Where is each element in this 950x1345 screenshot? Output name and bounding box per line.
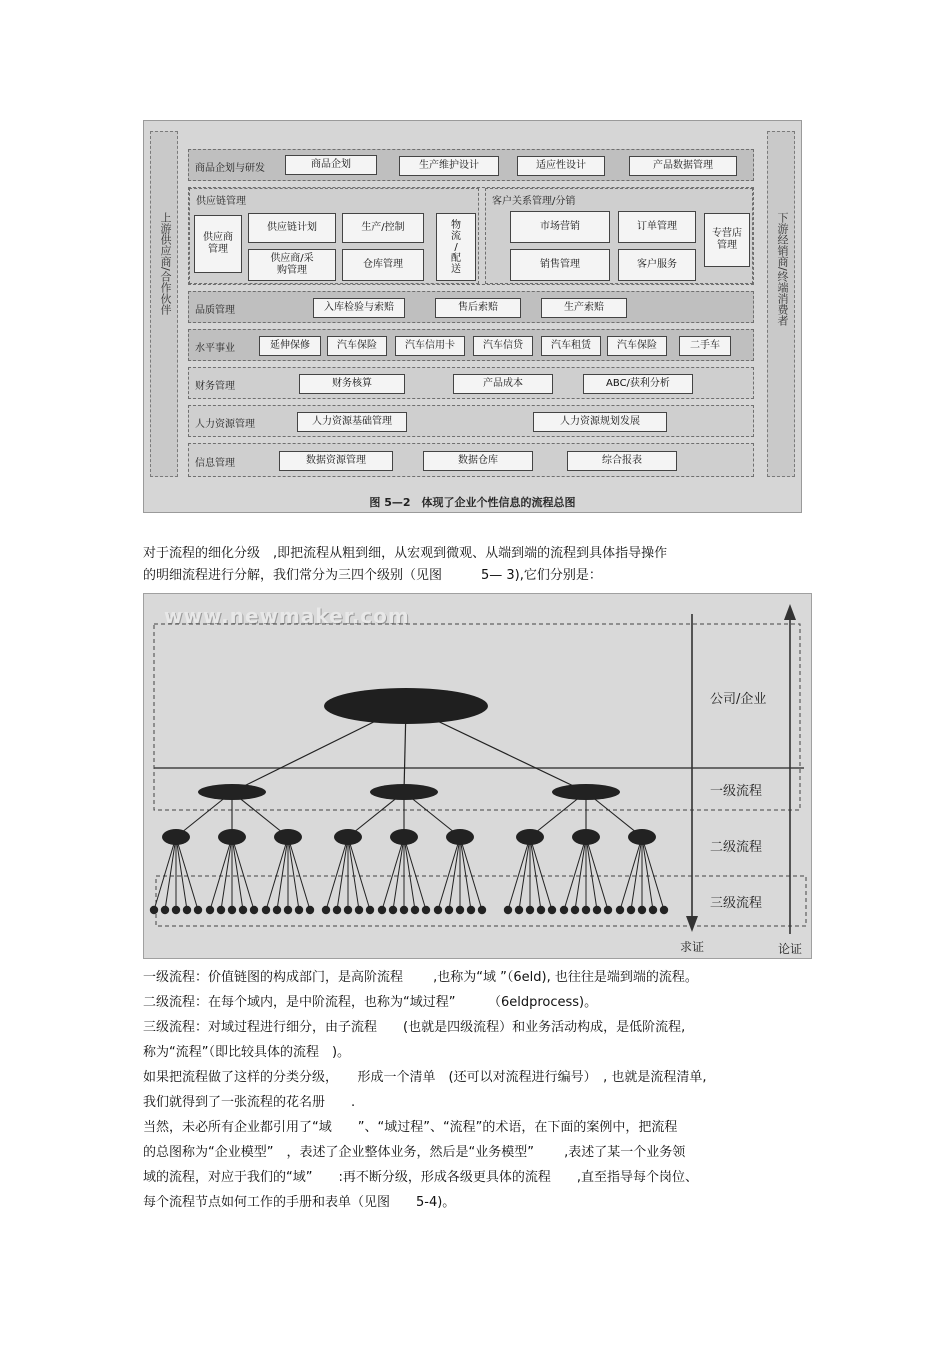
tree-edge	[277, 837, 288, 910]
level3-node	[400, 906, 408, 914]
level3-node	[378, 906, 386, 914]
tree-edge	[210, 837, 232, 910]
tree-edge	[337, 837, 348, 910]
tree-edge	[460, 837, 482, 910]
paragraph-line: 当然，未必所有企业都引用了“域 ”、“域过程”、“流程”的术语，在下面的案例中，把流程	[143, 1120, 678, 1135]
process-box: 汽车信用卡	[395, 336, 465, 356]
level-label-level1: 一级流程	[710, 784, 763, 799]
process-box: 产品数据管理	[629, 156, 737, 176]
level-label-level3: 三级流程	[710, 896, 763, 911]
level2-node	[334, 829, 362, 845]
level3-node	[456, 906, 464, 914]
store-management-box: 专营店 管理	[704, 213, 750, 267]
paragraph-line: 二级流程：在每个域内，是中阶流程，也称为“域过程” （6eldprocess)。	[143, 995, 598, 1010]
band-label: 客户关系管理/分销	[492, 196, 576, 207]
process-box: 市场营销	[510, 211, 610, 243]
process-box: 生产/控制	[342, 213, 424, 243]
level2-node	[628, 829, 656, 845]
upstream-label: 上游供应商/合作伙伴	[159, 212, 172, 315]
tree-edge	[519, 837, 530, 910]
tree-edge	[508, 837, 530, 910]
paragraph-line: 一级流程：价值链图的构成部门，是高阶流程 ,也称为“域 ”（6eld), 也往往是端到端的流程。	[143, 970, 698, 985]
downstream-sidebar	[767, 131, 795, 477]
level1-node	[198, 784, 266, 800]
level3-node	[504, 906, 512, 914]
band-label: 品质管理	[195, 305, 235, 316]
band-label: 水平事业	[195, 343, 235, 354]
process-box: 供应商/采 购管理	[248, 249, 336, 281]
process-box: 汽车信贷	[473, 336, 533, 356]
paragraph-line: 对于流程的细化分级 ,即把流程从粗到细，从宏观到微观、从端到端的流程到具体指导操作	[143, 546, 668, 561]
tree-edge	[404, 837, 415, 910]
process-box: 延伸保修	[259, 336, 321, 356]
process-box: 数据资源管理	[279, 451, 393, 471]
level3-node	[333, 906, 341, 914]
band-product-planning	[188, 149, 754, 181]
level3-node	[172, 906, 180, 914]
band-horizontal-business	[188, 329, 754, 361]
level3-node	[478, 906, 486, 914]
band-label: 财务管理	[195, 381, 235, 392]
tree-edge	[575, 837, 586, 910]
process-box: 财务核算	[299, 374, 405, 394]
up-arrow-head	[784, 604, 796, 620]
band-hr	[188, 405, 754, 437]
process-box: 人力资源规划发展	[533, 412, 667, 432]
supply-chain-panel	[189, 188, 479, 284]
tree-edge	[288, 837, 299, 910]
level3-node	[217, 906, 225, 914]
paragraph-line: 的明细流程进行分解，我们常分为三四个级别（见图 5— 3),它们分别是：	[143, 568, 602, 583]
process-box: 售后索赔	[435, 298, 521, 318]
level3-node	[515, 906, 523, 914]
process-box: ABC/获利分析	[583, 374, 693, 394]
process-levels-figure	[143, 593, 812, 959]
level3-node	[344, 906, 352, 914]
level2-node	[274, 829, 302, 845]
level3-node	[411, 906, 419, 914]
level3-node	[183, 906, 191, 914]
level3-node	[593, 906, 601, 914]
process-box: 供应链计划	[248, 213, 336, 243]
process-box: 生产索赔	[541, 298, 627, 318]
tree-edge	[564, 837, 586, 910]
tree-edge	[449, 837, 460, 910]
tree-edge	[232, 837, 254, 910]
level3-node	[273, 906, 281, 914]
band-label: 人力资源管理	[195, 419, 255, 430]
band-label: 供应链管理	[196, 196, 246, 207]
level3-node	[616, 906, 624, 914]
level3-node	[649, 906, 657, 914]
process-box: 产品成本	[453, 374, 553, 394]
bottom-left-label: 求证	[680, 940, 705, 954]
process-box: 汽车保险	[607, 336, 667, 356]
level3-node	[161, 906, 169, 914]
level3-node	[571, 906, 579, 914]
tree-edge	[348, 837, 359, 910]
downstream-label: 下游经销商/终端消费者	[776, 212, 789, 326]
level1-node	[552, 784, 620, 800]
level3-node	[355, 906, 363, 914]
watermark: www.newmaker.com	[164, 604, 410, 628]
band-finance	[188, 367, 754, 399]
process-box: 订单管理	[618, 211, 696, 243]
level3-node	[526, 906, 534, 914]
logistics-box: 物 流 / 配 送	[436, 213, 476, 281]
tree-edge	[620, 837, 642, 910]
level3-node	[366, 906, 374, 914]
level-label-level2: 二级流程	[710, 840, 763, 855]
level3-node	[228, 906, 236, 914]
band-label: 商品企划与研发	[195, 163, 265, 174]
level2-node	[218, 829, 246, 845]
level3-node	[582, 906, 590, 914]
tree-edge	[642, 837, 653, 910]
band-supply-crm	[188, 187, 754, 285]
tree-edge	[586, 837, 608, 910]
process-box: 生产维护设计	[399, 156, 499, 176]
level3-node	[239, 906, 247, 914]
tree-edge	[176, 837, 187, 910]
paragraph-line: 我们就得到了一张流程的花名册 .	[143, 1095, 356, 1110]
level3-node	[150, 906, 158, 914]
tree-edge	[530, 837, 541, 910]
level3-node	[295, 906, 303, 914]
process-box: 仓库管理	[342, 249, 424, 281]
tree-edge	[154, 837, 176, 910]
process-box: 销售管理	[510, 249, 610, 281]
tree-edge	[586, 837, 597, 910]
tree-edge	[642, 837, 664, 910]
supplier-management-box: 供应商 管理	[194, 215, 242, 273]
paragraph-line: 称为“流程”（即比较具体的流程 )。	[143, 1045, 351, 1060]
paragraph-line: 如果把流程做了这样的分类分级， 形成一个清单 (还可以对流程进行编号） , 也就是流程清单,	[143, 1070, 707, 1085]
band-label: 信息管理	[195, 458, 235, 469]
level3-node	[262, 906, 270, 914]
upstream-sidebar	[150, 131, 178, 477]
tree-edge	[404, 837, 426, 910]
company-node	[324, 688, 488, 724]
frame-level3	[156, 876, 806, 926]
figure-caption: 图 5—2 体现了企业个性信息的流程总图	[369, 496, 576, 509]
down-arrow-head	[686, 916, 698, 932]
level2-node	[162, 829, 190, 845]
level-label-company: 公司/企业	[710, 692, 767, 707]
paragraph-line: 每个流程节点如何工作的手册和表单（见图 5-4)。	[143, 1195, 456, 1210]
process-box: 商品企划	[285, 155, 377, 175]
level3-node	[284, 906, 292, 914]
level3-node	[389, 906, 397, 914]
tree-edge	[326, 837, 348, 910]
process-overview-figure	[143, 120, 802, 513]
level3-node	[627, 906, 635, 914]
level3-node	[660, 906, 668, 914]
process-box: 二手车	[679, 336, 731, 356]
band-info	[188, 443, 754, 477]
process-box: 入库检验与索赔	[313, 298, 405, 318]
tree-edge	[438, 837, 460, 910]
crm-panel	[485, 188, 753, 284]
level2-node	[390, 829, 418, 845]
tree-edge	[530, 837, 552, 910]
process-box: 综合报表	[567, 451, 677, 471]
level3-node	[194, 906, 202, 914]
tree-edge	[393, 837, 404, 910]
tree-edge	[288, 837, 310, 910]
paragraph-line: 三级流程：对域过程进行细分，由子流程 (也就是四级流程）和业务活动构成，是低阶流程,	[143, 1020, 686, 1035]
tree-edge	[266, 837, 288, 910]
level3-node	[434, 906, 442, 914]
band-quality	[188, 291, 754, 323]
tree-edge	[460, 837, 471, 910]
level3-node	[445, 906, 453, 914]
level3-node	[306, 906, 314, 914]
paragraph-line: 域的流程，对应于我们的“域” :再不断分级，形成各级更具体的流程 ,直至指导每个岗位、	[143, 1170, 698, 1185]
process-grid	[188, 131, 754, 477]
level3-node	[250, 906, 258, 914]
level3-node	[560, 906, 568, 914]
tree-edge	[631, 837, 642, 910]
tree-edge	[165, 837, 176, 910]
process-box: 汽车保险	[327, 336, 387, 356]
process-box: 适应性设计	[517, 156, 605, 176]
tree-edge	[221, 837, 232, 910]
process-box: 客户服务	[618, 249, 696, 281]
level3-node	[467, 906, 475, 914]
level3-node	[604, 906, 612, 914]
tree-edge	[232, 837, 243, 910]
level3-node	[638, 906, 646, 914]
tree-edge	[176, 837, 198, 910]
level2-node	[446, 829, 474, 845]
process-box: 人力资源基础管理	[297, 412, 407, 432]
level2-node	[572, 829, 600, 845]
level2-node	[516, 829, 544, 845]
level3-node	[537, 906, 545, 914]
process-box: 数据仓库	[423, 451, 533, 471]
level1-node	[370, 784, 438, 800]
bottom-right-label: 论证	[778, 942, 803, 956]
level3-node	[422, 906, 430, 914]
tree-edge	[382, 837, 404, 910]
process-box: 汽车租赁	[541, 336, 601, 356]
tree-edge	[348, 837, 370, 910]
level3-node	[548, 906, 556, 914]
level3-node	[206, 906, 214, 914]
paragraph-line: 的总图称为“企业模型” ，表述了企业整体业务，然后是“业务模型” ,表述了某一个业务领	[143, 1145, 686, 1160]
level3-node	[322, 906, 330, 914]
